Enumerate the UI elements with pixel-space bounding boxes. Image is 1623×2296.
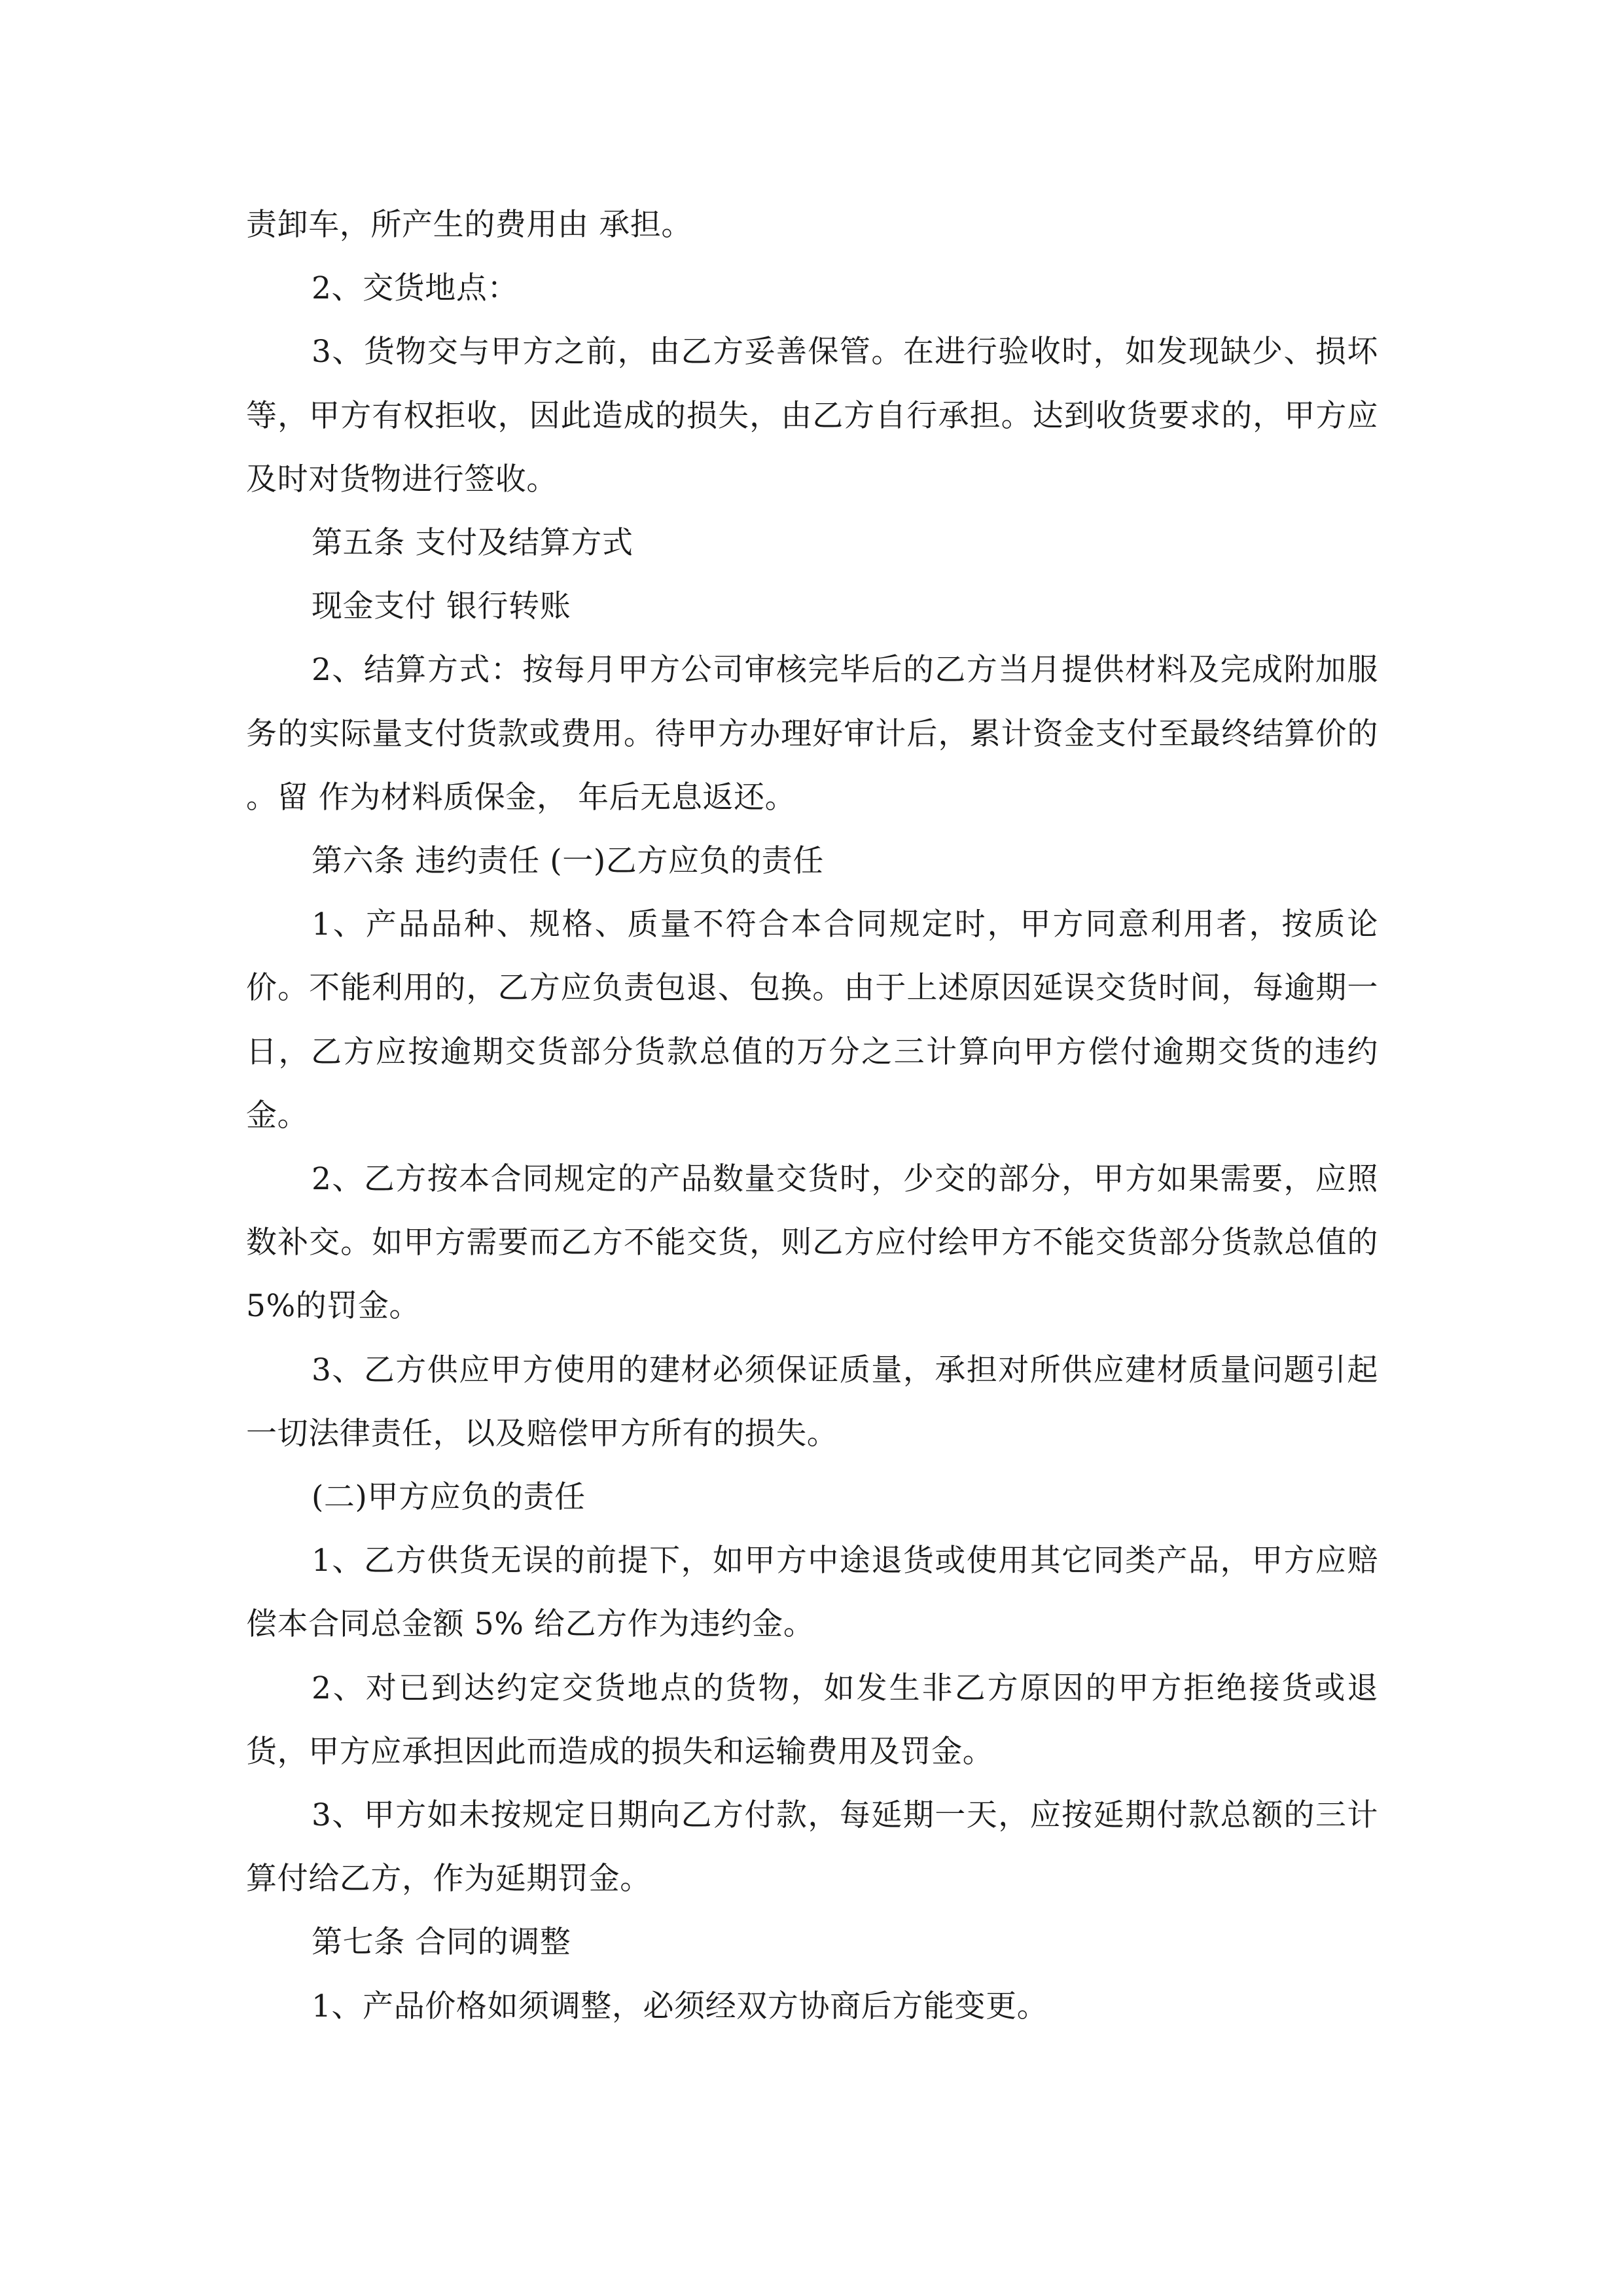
heading-article-6: 第六条 违约责任 (一)乙方应负的责任 (312, 843, 824, 880)
paragraph-settlement-method: 2、结算方式：按每月甲方公司审核完毕后的乙方当月提供材料及完成附加服务的实际量支付货款或费用。待甲方办理好审计后，累计资金支付至最终结算价的 。留 作为材料质保金， 年后无息返还。 (246, 652, 1389, 816)
paragraph-party-b-liability-1: 1、产品品种、规格、质量不符合本合同规定时，甲方同意利用者，按质论价。不能利用的，乙方应负责包退、包换。由于上述原因延误交货时间，每逾期一日，乙方应按逾期交货部分货款总值的万分之三计算向甲方偿付逾期交货的违约金。 (246, 906, 1378, 1134)
heading-article-5: 第五条 支付及结算方式 (312, 525, 633, 562)
heading-party-a-liability: (二)甲方应负的责任 (312, 1479, 586, 1516)
paragraph-payment-methods: 现金支付 银行转账 (312, 588, 571, 625)
paragraph-delivery-location: 2、交货地点： (312, 270, 519, 307)
heading-article-7: 第七条 合同的调整 (312, 1924, 571, 1961)
paragraph-price-adjustment: 1、产品价格如须调整，必须经双方协商后方能变更。 (312, 1988, 1048, 2024)
paragraph-party-a-liability-2: 2、对已到达约定交货地点的货物，如发生非乙方原因的甲方拒绝接货或退货，甲方应承担因此而造成的损失和运输费用及罚金。 (246, 1670, 1378, 1770)
paragraph-goods-custody: 3、货物交与甲方之前，由乙方妥善保管。在进行验收时，如发现缺少、损坏等，甲方有权拒收，因此造成的损失，由乙方自行承担。达到收货要求的，甲方应及时对货物进行签收。 (246, 334, 1378, 497)
contract-text-body (246, 193, 1389, 2038)
paragraph-party-b-liability-2: 2、乙方按本合同规定的产品数量交货时，少交的部分，甲方如果需要，应照数补交。如甲方需要而乙方不能交货，则乙方应付绘甲方不能交货部分货款总值的 5%的罚金。 (246, 1161, 1389, 1325)
paragraph-party-a-liability-3: 3、甲方如未按规定日期向乙方付款，每延期一天，应按延期付款总额的三计算付给乙方，作为延期罚金。 (246, 1797, 1378, 1897)
paragraph-party-a-liability-1: 1、乙方供货无误的前提下，如甲方中途退货或使用其它同类产品，甲方应赔偿本合同总金额 5% 给乙方作为违约金。 (246, 1543, 1378, 1643)
paragraph-unloading-cost: 责卸车，所产生的费用由 承担。 (246, 207, 692, 243)
paragraph-party-b-liability-3: 3、乙方供应甲方使用的建材必须保证质量，承担对所供应建材质量问题引起一切法律责任，以及赔偿甲方所有的损失。 (246, 1352, 1378, 1452)
